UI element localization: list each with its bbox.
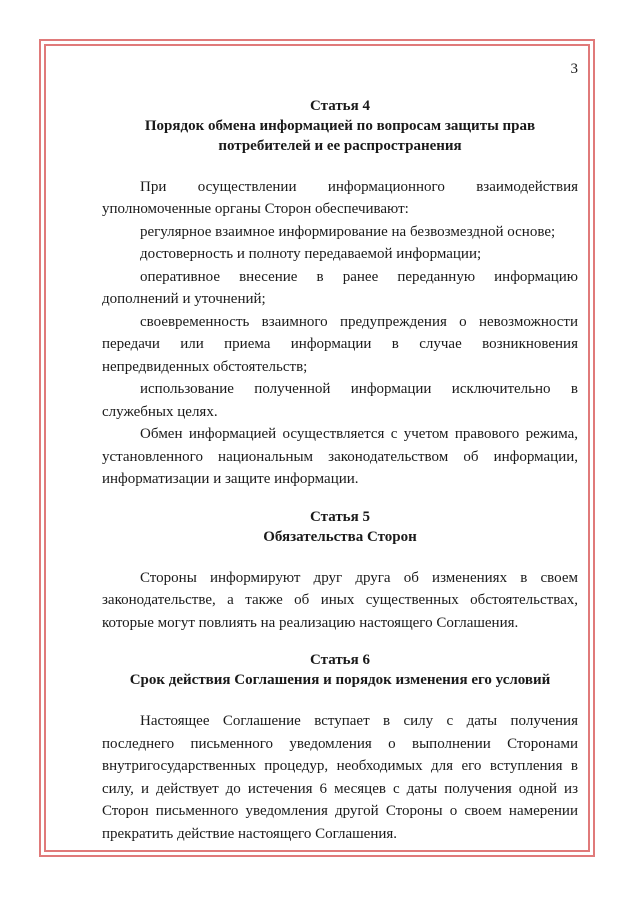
article-4-title-line-2: потребителей и ее распространения [218,137,462,154]
article-6-heading: Статья 6 [310,652,370,668]
article-4-item-2: достоверность и полноту передаваемой информации; [140,246,482,262]
page-number: 3 [570,61,578,77]
article-4-title-line-1: Порядок обмена информацией по вопросам защиты прав [144,117,536,134]
article-4-heading: Статья 4 [310,97,370,114]
article-6 [102,650,578,845]
article-5-paragraph: Стороны информируют друг друга об изменениях в своем законодательстве, а также об иных существенных обстоятельствах, которые могут повлиять на реализацию настоящего Соглашения. [102,569,578,631]
article-4-item-5: использование полученной информации исключительно в служебных целях. [102,381,578,420]
article-5-title: Обязательства Сторон [263,528,417,545]
article-4 [102,96,578,491]
article-4-item-4: своевременность взаимного предупреждения о невозможности передачи или приема информации в случае возникновения непредвиденных обстоятельств; [102,313,578,375]
article-4-item-1: регулярное взаимное информирование на безвозмездной основе; [140,223,556,240]
article-4-paragraph-closing: Обмен информацией осуществляется с учетом правового режима, установленного национальным законодательством об информации, информатизации и защите информации. [102,426,578,487]
article-4-item-3: оперативное внесение в ранее переданную информацию дополнений и уточнений; [102,268,578,307]
document-body [102,58,578,845]
article-4-paragraph-intro: При осуществлении информационного взаимодействия уполномоченные органы Сторон обеспечивают: [102,178,578,217]
article-5-heading: Статья 5 [310,508,370,525]
article-5 [102,507,578,635]
article-6-paragraph: Настоящее Соглашение вступает в силу с даты получения последнего письменного уведомления о выполнении Сторонами внутригосударственных процедур, необходимых для его вступления в силу, и действует до истечения 6 месяцев с даты получения одной из Сторон письменного уведомления другой Стороны о своем намерении прекратить действие настоящего Соглашения. [102,713,578,842]
article-6-title: Срок действия Соглашения и порядок изменения его условий [129,672,551,688]
